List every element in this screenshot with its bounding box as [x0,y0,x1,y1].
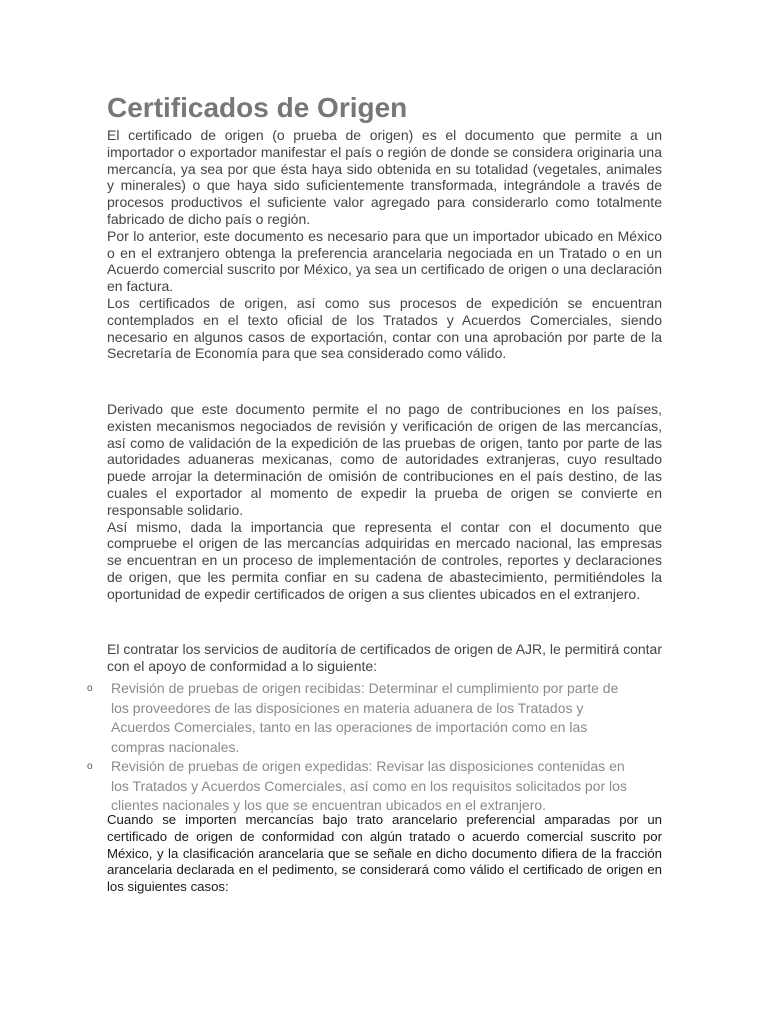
audit-services-list [0,679,768,816]
list-item-text: Revisión de pruebas de origen expedidas: Revisar las disposiciones contenidas en los Tratados y Acuerdos Comerciales, así como en los requisitos solicitados por los clientes nacionales y los que se encuentran ubicados en el extranjero. [111,758,627,813]
list-item-text: Revisión de pruebas de origen recibidas: Determinar el cumplimiento por parte de los proveedores de las disposiciones en materia aduanera de los Tratados y Acuerdos Comerciales, tanto en las operaciones de importación como en las compras nacionales. [111,680,619,755]
paragraph-preference: Por lo anterior, este documento es necesario para que un importador ubicado en México o en el extranjero obtenga la preferencia arancelaria negociada en un Tratado o en un Acuerdo comercial suscrito por México, ya sea un certificado de origen o una declaración en factura. [107,227,662,295]
section-audit-intro [107,641,662,675]
page-title: Certificados de Origen [107,92,408,123]
paragraph-definition: El certificado de origen (o prueba de origen) es el documento que permite a un importador o exportador manifestar el país o región de donde se considera originaria una mercancía, ya sea por que ésta haya sido obtenida en su totalidad (vegetales, animales y minerales) o que haya sido suficientemente transformada, integrándole a través de procesos productivos el suficiente valor agregado para considerarlo como totalmente fabricado de dicho país o región. [107,127,662,227]
section-origin-definition [107,127,662,362]
section-classification [107,812,662,896]
section-verification [107,401,662,603]
paragraph-verification: Derivado que este documento permite el no pago de contribuciones en los países, existen mecanismos negociados de revisión y verificación de origen de las mercancías, así como de validación de la expedición de las pruebas de origen, tanto por parte de las autoridades aduaneras mexicanas, como de autoridades extranjeras, cuyo resultado puede arrojar la determinación de omisión de contribuciones en el país destino, de las cuales el exportador al momento de expedir la prueba de origen se convierte en responsable solidario. [107,401,662,518]
hollow-bullet-icon: o [87,683,93,694]
list-item [0,679,636,757]
paragraph-controls: Así mismo, dada la importancia que representa el contar con el documento que compruebe el origen de las mercancías adquiridas en mercado nacional, las empresas se encuentran en un proceso de implementación de controles, reportes y declaraciones de origen, que les permita confiar en su cadena de abastecimiento, permitiéndoles la oportunidad de expedir certificados de origen a sus clientes ubicados en el extranjero. [107,518,662,602]
paragraph-audit-intro: El contratar los servicios de auditoría de certificados de origen de AJR, le permitirá contar con el apoyo de conformidad a lo siguiente: [107,641,662,674]
list-item [0,757,636,816]
paragraph-classification: Cuando se importen mercancías bajo trato arancelario preferencial amparadas por un certificado de origen de conformidad con algún tratado o acuerdo comercial suscrito por México, y la clasificación arancelaria que se señale en dicho documento difiera de la fracción arancelaria declarada en el pedimento, se considerará como válido el certificado de origen en los siguientes casos: [107,812,662,895]
paragraph-treaties: Los certificados de origen, así como sus procesos de expedición se encuentran contemplados en el texto oficial de los Tratados y Acuerdos Comerciales, siendo necesario en algunos casos de exportación, contar con una aprobación por parte de la Secretaría de Economía para que sea considerado como válido. [107,294,662,362]
hollow-bullet-icon: o [87,761,93,772]
